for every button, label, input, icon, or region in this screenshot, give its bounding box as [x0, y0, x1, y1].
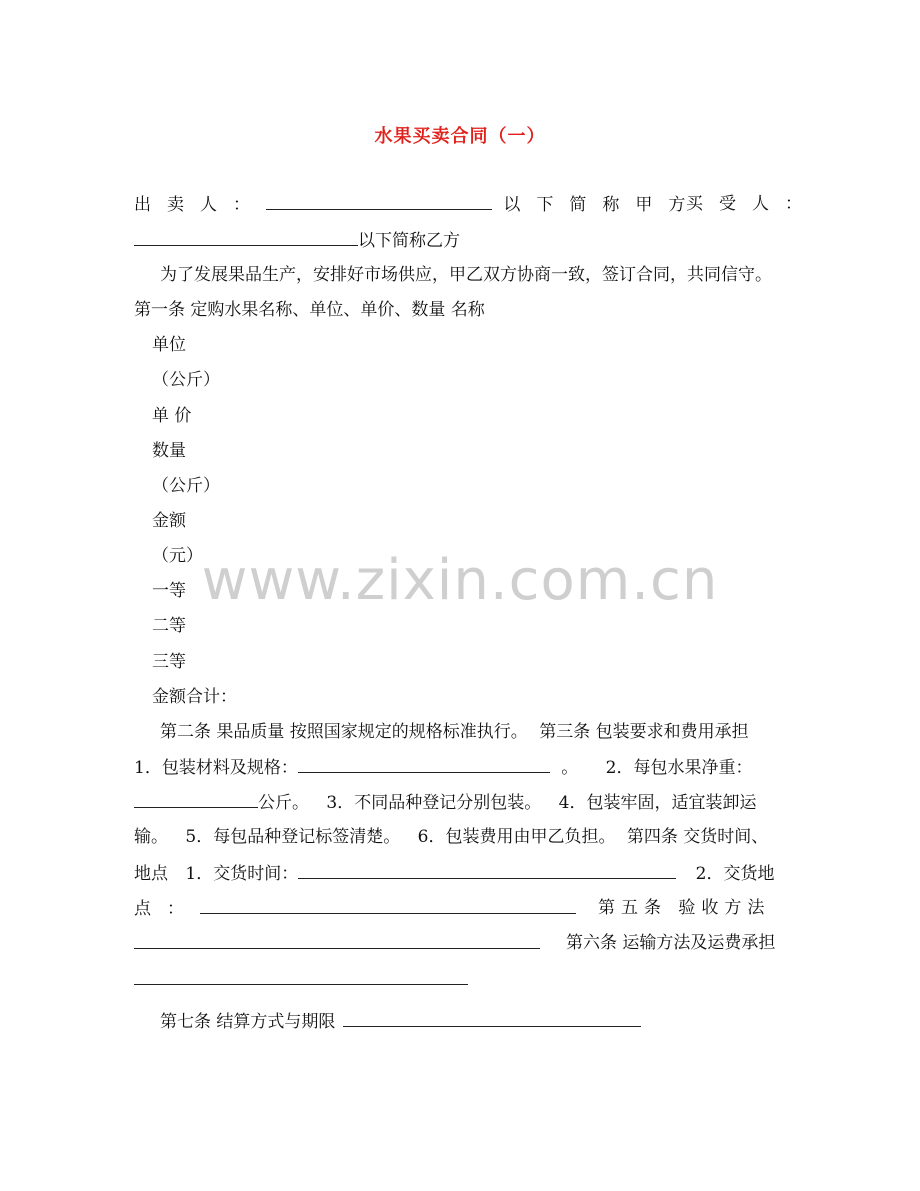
seller-label: 出卖人： [134, 195, 266, 215]
clause-4-title-a: 第四条 交货时间、 [626, 827, 769, 847]
packaging-line-2 [134, 791, 756, 814]
transport-line [134, 968, 468, 991]
clause-2: 第二条 果品质量 按照国家规定的规格标准执行。 [160, 722, 528, 742]
seller-suffix: 以下简称甲方 [503, 195, 702, 215]
inspection-line [134, 932, 540, 955]
intro-paragraph: 为了发展果品生产，安排好市场供应，甲乙双方协商一致，签订合同，共同信守。 [160, 265, 772, 285]
packaging-line-3 [134, 826, 768, 848]
document-title: 水果买卖合同（一） [374, 126, 546, 147]
item-grade-1: 一等 [152, 581, 186, 601]
item-total: 金额合计： [152, 687, 237, 707]
clause-4-title-b: 地点 [134, 864, 168, 884]
settlement-line [160, 1010, 641, 1033]
clause-3-title: 第三条 包装要求和费用承担 [539, 722, 749, 742]
item-price: 单 价 [152, 406, 192, 426]
net-weight-label: 2．每包水果净重： [605, 758, 753, 778]
delivery-place-label-b: 点： [134, 899, 200, 919]
net-weight-blank[interactable] [134, 791, 258, 808]
delivery-time-label: 1．交货时间： [185, 864, 299, 884]
inspection-method-blank[interactable] [134, 932, 540, 949]
item-grade-2: 二等 [152, 616, 186, 636]
clause-6-title: 第六条 运输方法及运费承担 [566, 933, 776, 953]
item-amount-yuan: （元） [152, 546, 203, 566]
delivery-time-line [134, 862, 774, 885]
buyer-label-line [686, 193, 818, 215]
packaging-rule-4b: 输。 [134, 827, 168, 847]
transport-method-blank[interactable] [134, 968, 468, 985]
packaging-material-label: 1．包装材料及规格： [134, 758, 298, 778]
clause-1-title: 第一条 定购水果名称、单位、单价、数量 名称 [134, 300, 485, 320]
packaging-line-1 [134, 756, 752, 779]
buyer-blank[interactable] [134, 229, 358, 246]
delivery-place-blank[interactable] [200, 897, 576, 914]
packaging-rule-5: 5．每包品种登记标签清楚。 [185, 827, 401, 847]
clause-5-title: 第五条 验收方法 [598, 898, 771, 918]
packaging-rule-4a: 4．包装牢固，适宜装卸运 [558, 793, 757, 813]
buyer-label: 买受人： [686, 194, 818, 214]
watermark: www.zixin.com.cn [201, 548, 719, 613]
item-amount: 金额 [152, 511, 186, 531]
packaging-material-end: 。 [561, 758, 579, 778]
delivery-place-label-a: 2．交货地 [695, 864, 775, 884]
settlement-blank[interactable] [343, 1010, 641, 1027]
clause-7-title: 第七条 结算方式与期限 [160, 1012, 336, 1032]
net-weight-unit: 公斤。 [258, 793, 309, 813]
delivery-place-line [134, 897, 576, 920]
seller-blank[interactable] [266, 193, 492, 210]
packaging-rule-3: 3．不同品种登记分别包装。 [326, 793, 542, 813]
packaging-rule-6: 6．包装费用由甲乙负担。 [417, 827, 616, 847]
seller-line [134, 193, 701, 216]
buyer-suffix: 以下简称乙方 [358, 231, 460, 251]
item-unit-kg: （公斤） [152, 370, 220, 390]
clause-2-3-line [160, 721, 749, 743]
delivery-time-blank[interactable] [298, 862, 676, 879]
item-quantity-kg: （公斤） [152, 476, 220, 496]
packaging-material-blank[interactable] [298, 756, 550, 773]
buyer-line [134, 229, 460, 252]
item-unit: 单位 [152, 335, 186, 355]
item-quantity: 数量 [152, 441, 186, 461]
item-grade-3: 三等 [152, 652, 186, 672]
